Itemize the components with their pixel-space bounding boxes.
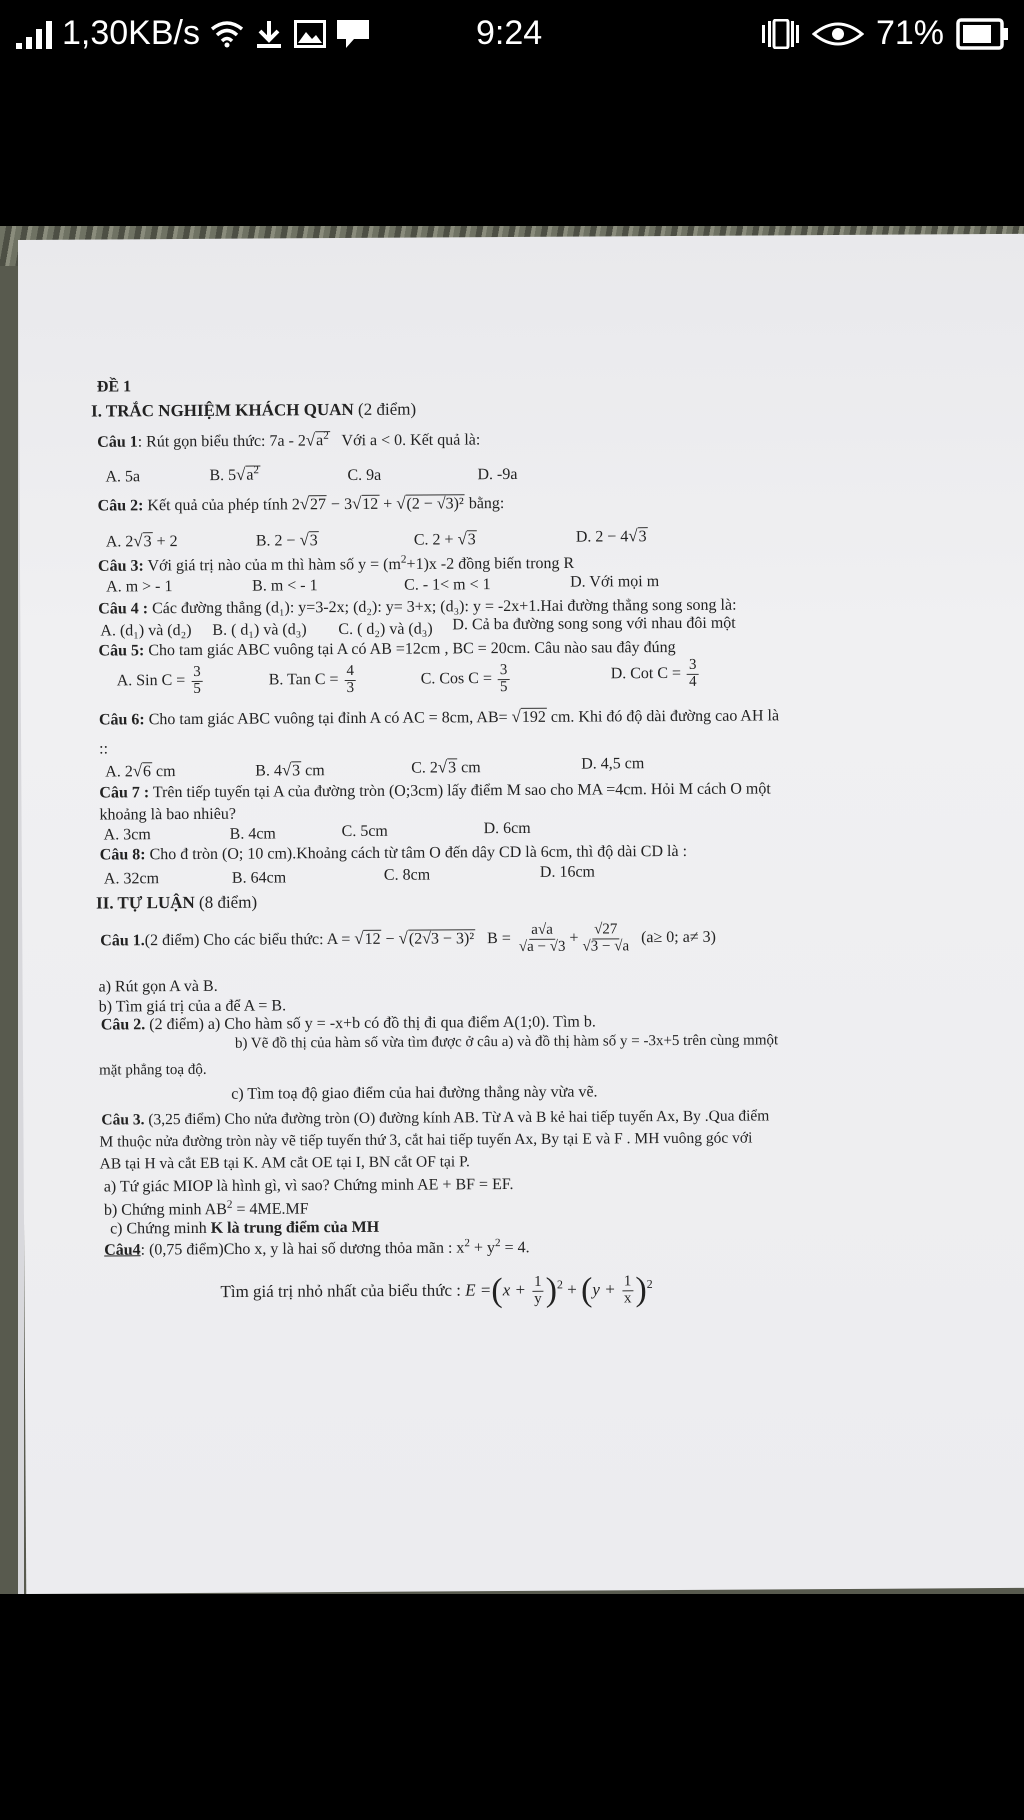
q1-option-c: C. 9a [347, 466, 382, 484]
p4-stem: Câu4: (0,75 điểm)Cho x, y là hai số dương thỏa mãn : $x^2 + y^2 = 4$. [104, 1237, 530, 1259]
eye-icon [812, 20, 864, 48]
q8-option-a: A. 32cm [103, 870, 160, 888]
q4-option-a: A. (d₁) và (d₂) [100, 621, 192, 640]
q2-option-a: A. 2√3 + 2 [105, 531, 178, 551]
q7-option-b: B. 4cm [229, 825, 276, 843]
message-icon [336, 19, 370, 49]
q6-option-a: A. 2√6 cm [105, 761, 176, 781]
q2-stem: Câu 2: Kết quả của phép tính 2√27 − 3√12 + √(2 − √3)² bằng: [97, 493, 505, 515]
q7-option-c: C. 5cm [341, 822, 388, 841]
q8-stem: Câu 8: Cho đ tròn (O; 10 cm).Khoảng cách từ tâm O đến dây CD là 6cm, thì độ dài CD là : [99, 842, 688, 864]
p1-part-a: a) Rút gọn A và B. [98, 977, 218, 996]
p2-part-b: b) Vẽ đồ thị của hàm số vừa tìm được ở câu a) và đồ thị hàm số y = -3x+5 trên cùng mmột [234, 1032, 779, 1052]
q3-option-c: C. - 1< m < 1 [404, 576, 491, 594]
q1-option-b: B. $5√a^2$ [209, 464, 260, 485]
q8-option-d: D. 16cm [539, 863, 596, 881]
p3-stem: Câu 3. (3,25 điểm) Cho nửa đường tròn (O) đường kính AB. Từ A và B kẻ hai tiếp tuyến Ax, By .Qua điểm [101, 1107, 770, 1129]
q6-colon: :: [99, 740, 109, 758]
q5-option-b: B. Tan C = $\frac{4}{3}$ [268, 662, 355, 696]
p2-stem: Câu 2. (2 điểm) a) Cho hàm số y = -x+b có đồ thị đi qua điểm A(1;0). Tìm b. [100, 1013, 596, 1034]
q5-stem: Câu 5: Cho tam giác ABC vuông tại A có AB =12cm , BC = 20cm. Câu nào sau đây đúng [98, 638, 676, 660]
q2-option-b: B. 2 − √3 [255, 530, 318, 550]
q6-option-c: C. 2√3 cm [411, 757, 481, 777]
q6-stem: Câu 6: Cho tam giác ABC vuông tại đỉnh A có AC = 8cm, AB= √192 cm. Khi đó độ dài đường cao AH là [98, 706, 780, 729]
q3-option-a: A. m > - 1 [106, 578, 173, 596]
p2-part-b-2: mặt phẳng toạ độ. [99, 1061, 207, 1079]
q8-option-c: C. 8cm [383, 866, 431, 884]
q7-option-a: A. 3cm [103, 826, 151, 844]
p3-stem-3: AB tại H và cắt EB tại K. AM cắt OE tại I, BN cắt OF tại P. [99, 1153, 470, 1173]
p3-part-b: b) Chứng minh $AB^2 = 4ME.MF$ [103, 1198, 309, 1219]
q5-option-a: A. Sin C = $\frac{3}{5}$ [116, 663, 201, 697]
status-bar [0, 0, 1024, 76]
q3-option-b: B. m < - 1 [252, 577, 318, 595]
q4-stem: Câu 4 : Các đường thẳng (d₁): y=3-2x; (d₂): y= 3+x; (d₃): y = -2x+1.Hai đường thẳng song song là: [98, 596, 737, 618]
p1-stem: Câu 1.(2 điểm) Cho các biểu thức: A = √12 − √(2√3 − 3)² B = $\frac{a√a}{√a - √3}$ + $\frac{√27}{√3 - √a}$ (a≥ 0; a≠ 3) [100, 921, 716, 955]
q4-option-b: B. ( d₁) và (d₃) [212, 621, 307, 639]
q1-option-d: D. -9a [477, 465, 518, 484]
status-left [16, 14, 370, 53]
q6-option-b: B. 4√3 cm [255, 760, 325, 780]
p1-part-b: b) Tìm giá trị của a để A = B. [98, 997, 287, 1016]
exam-content [18, 234, 1024, 1594]
p3-part-a: a) Tứ giác MIOP là hình gì, vì sao? Chứng minh AE + BF = EF. [103, 1175, 514, 1196]
q3-stem: Câu 3: Với giá trị nào của m thì hàm số $y = (m^2+1)x$ -2 đồng biến trong R [97, 553, 575, 575]
document-photo [0, 226, 1024, 1594]
q3-option-d: D. Với mọi m [570, 573, 660, 591]
q5-option-c: C. Cos C = $\frac{3}{5}$ [420, 662, 508, 695]
p3-stem-2: M thuộc nửa đường tròn này vẽ tiếp tuyến thứ 3, cắt hai tiếp tuyến Ax, By tại E và F . MH vuông góc với [99, 1129, 753, 1151]
network-speed: 1,30KB/s [62, 14, 200, 52]
q7-option-d: D. 6cm [483, 819, 531, 838]
q4-option-c: C. ( d₂) và (d₃) [338, 620, 433, 639]
part1-title: I. TRẮC NGHIỆM KHÁCH QUAN (2 điểm) [90, 399, 417, 421]
status-time: 9:24 [476, 14, 543, 52]
image-icon [294, 20, 326, 48]
signal-icon [16, 19, 52, 49]
q2-option-c: C. 2 + √3 [413, 529, 476, 549]
p2-part-c: c) Tìm toạ độ giao điểm của hai đường thẳng này vừa vẽ. [231, 1083, 598, 1103]
q5-option-d: D. Cot C = $\frac{3}{4}$ [610, 656, 697, 690]
exam-heading: ĐỀ 1 [96, 378, 132, 396]
q2-option-d: D. 2 − 4√3 [575, 526, 647, 546]
part2-title: II. TỰ LUẬN (8 điểm) [95, 892, 258, 913]
wifi-icon [210, 20, 244, 48]
q1-option-a: A. 5a [105, 468, 141, 486]
q8-option-b: B. 64cm [231, 869, 287, 887]
exam-paper [18, 234, 1024, 1594]
status-right [760, 14, 1010, 53]
q1-stem: Câu 1: Rút gọn biểu thức: $7a - 2√a^2$ Với a < 0. Kết quả là: [97, 430, 481, 451]
vibrate-icon [760, 19, 800, 49]
p3-part-c: c) Chứng minh K là trung điểm của MH [109, 1218, 380, 1238]
q4-option-d: D. Cả ba đường song song với nhau đôi một [452, 614, 736, 634]
battery-icon [956, 18, 1010, 50]
battery-percent: 71% [875, 14, 944, 52]
q7-stem-2: khoảng là bao nhiêu? [99, 805, 236, 824]
p4-expression: Tìm giá trị nhỏ nhất của biểu thức : E =(x + $\frac{1}{y}$ )$^2$ + (y + $\frac{1}{x}$ )$^2$ [220, 1271, 653, 1310]
q6-option-d: D. 4,5 cm [581, 755, 645, 773]
download-icon [254, 19, 284, 49]
q7-stem: Câu 7 : Trên tiếp tuyến tại A của đường tròn (O;3cm) lấy điểm M sao cho MA =4cm. Hỏi M cách O một [99, 780, 771, 802]
